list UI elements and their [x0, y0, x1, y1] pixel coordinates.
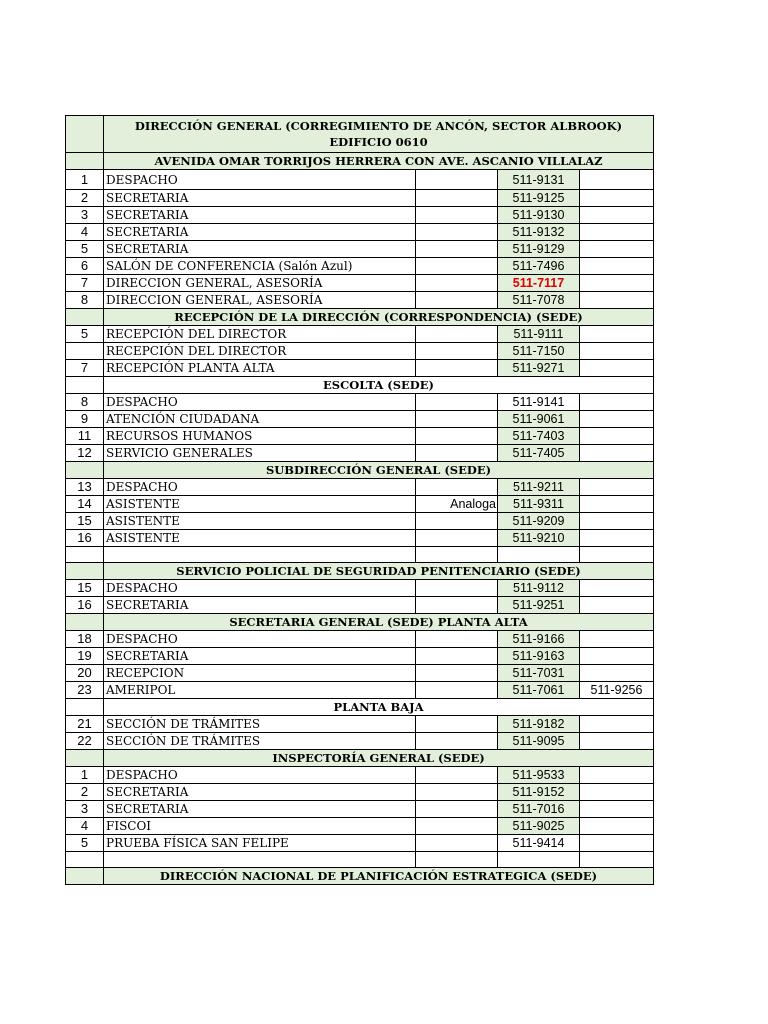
phone-extension: 511-9166	[498, 631, 580, 648]
section-header-row	[66, 614, 654, 631]
row-number: 9	[66, 411, 104, 428]
row-number	[66, 343, 104, 360]
line-note	[416, 733, 498, 750]
office-name: SECRETARIA	[104, 207, 416, 224]
phone-extension: 511-9210	[498, 530, 580, 547]
office-name: DIRECCION GENERAL, ASESORÍA	[104, 275, 416, 292]
blank-row	[66, 852, 654, 868]
table-row	[66, 445, 654, 462]
alternate-phone	[580, 275, 654, 292]
phone-extension: 511-7496	[498, 258, 580, 275]
phone-extension: 511-9061	[498, 411, 580, 428]
row-number-cell	[66, 868, 104, 885]
office-name: RECEPCIÓN PLANTA ALTA	[104, 360, 416, 377]
phone-extension: 511-9533	[498, 767, 580, 784]
alternate-phone	[580, 665, 654, 682]
office-name: DESPACHO	[104, 767, 416, 784]
office-name: ATENCIÓN CIUDADANA	[104, 411, 416, 428]
alternate-phone	[580, 170, 654, 190]
row-number: 2	[66, 190, 104, 207]
phone-extension: 511-7031	[498, 665, 580, 682]
row-number-cell	[66, 563, 104, 580]
phone-extension: 511-9414	[498, 835, 580, 852]
line-note	[416, 428, 498, 445]
table-row	[66, 665, 654, 682]
line-note	[416, 665, 498, 682]
alternate-phone	[580, 258, 654, 275]
table-row	[66, 767, 654, 784]
alternate-phone	[580, 190, 654, 207]
section-header-row	[66, 699, 654, 716]
phone-extension: 511-9025	[498, 818, 580, 835]
row-number: 6	[66, 258, 104, 275]
office-name: ASISTENTE	[104, 530, 416, 547]
line-note	[416, 360, 498, 377]
phone-extension: 511-9095	[498, 733, 580, 750]
row-number: 4	[66, 818, 104, 835]
line-note	[416, 784, 498, 801]
alternate-phone	[580, 530, 654, 547]
office-name: RECEPCIÓN DEL DIRECTOR	[104, 343, 416, 360]
office-name: ASISTENTE	[104, 513, 416, 530]
phone-extension: 511-9251	[498, 597, 580, 614]
row-number: 16	[66, 597, 104, 614]
office-name: SECRETARIA	[104, 597, 416, 614]
office-name: SALÓN DE CONFERENCIA (Salón Azul)	[104, 258, 416, 275]
office-name: SECRETARIA	[104, 190, 416, 207]
row-number: 8	[66, 394, 104, 411]
office-name: SECCIÓN DE TRÁMITES	[104, 733, 416, 750]
phone-extension: 511-9209	[498, 513, 580, 530]
office-name: DIRECCION GENERAL, ASESORÍA	[104, 292, 416, 309]
row-number-cell	[66, 462, 104, 479]
alternate-phone	[580, 326, 654, 343]
row-number: 23	[66, 682, 104, 699]
section-header-row	[66, 868, 654, 885]
blank-cell	[416, 852, 498, 868]
alternate-phone	[580, 360, 654, 377]
alternate-phone	[580, 224, 654, 241]
phone-extension: 511-9141	[498, 394, 580, 411]
table-row	[66, 411, 654, 428]
table-row	[66, 360, 654, 377]
phone-extension: 511-7117	[498, 275, 580, 292]
phone-extension: 511-9152	[498, 784, 580, 801]
alternate-phone	[580, 241, 654, 258]
section-header-row	[66, 153, 654, 170]
line-note	[416, 207, 498, 224]
row-number: 1	[66, 767, 104, 784]
table-row	[66, 835, 654, 852]
phone-extension: 511-9112	[498, 580, 580, 597]
office-name: SECRETARIA	[104, 801, 416, 818]
table-row	[66, 275, 654, 292]
table-row	[66, 258, 654, 275]
section-header-row	[66, 750, 654, 767]
alternate-phone	[580, 513, 654, 530]
phone-extension: 511-9130	[498, 207, 580, 224]
row-number: 18	[66, 631, 104, 648]
phone-directory-table	[65, 115, 654, 885]
phone-extension: 511-7405	[498, 445, 580, 462]
line-note	[416, 801, 498, 818]
section-header-row	[66, 309, 654, 326]
blank-cell	[66, 852, 104, 868]
phone-extension: 511-9125	[498, 190, 580, 207]
line-note	[416, 835, 498, 852]
alternate-phone	[580, 496, 654, 513]
row-number: 5	[66, 241, 104, 258]
office-name: SERVICIO GENERALES	[104, 445, 416, 462]
section-title: ESCOLTA (SEDE)	[104, 377, 654, 394]
alternate-phone	[580, 597, 654, 614]
row-number: 20	[66, 665, 104, 682]
office-name: FISCOI	[104, 818, 416, 835]
line-note: Analoga	[416, 496, 498, 513]
row-number: 3	[66, 207, 104, 224]
phone-extension: 511-9163	[498, 648, 580, 665]
office-name: RECEPCION	[104, 665, 416, 682]
alternate-phone	[580, 343, 654, 360]
table-row	[66, 801, 654, 818]
row-number: 19	[66, 648, 104, 665]
section-title: DIRECCIÓN NACIONAL DE PLANIFICACIÓN ESTRATEGICA (SEDE)	[104, 868, 654, 885]
row-number: 15	[66, 580, 104, 597]
phone-extension: 511-9132	[498, 224, 580, 241]
line-note	[416, 479, 498, 496]
table-row	[66, 428, 654, 445]
office-name: RECURSOS HUMANOS	[104, 428, 416, 445]
row-number: 22	[66, 733, 104, 750]
table-row	[66, 784, 654, 801]
row-number: 16	[66, 530, 104, 547]
table-row	[66, 580, 654, 597]
row-number: 1	[66, 170, 104, 190]
row-number: 15	[66, 513, 104, 530]
line-note	[416, 394, 498, 411]
section-title: PLANTA BAJA	[104, 699, 654, 716]
alternate-phone	[580, 801, 654, 818]
alternate-phone	[580, 716, 654, 733]
table-row	[66, 818, 654, 835]
blank-row	[66, 547, 654, 563]
phone-extension: 511-7078	[498, 292, 580, 309]
table-row	[66, 326, 654, 343]
section-title: SERVICIO POLICIAL DE SEGURIDAD PENITENCIARIO (SEDE)	[104, 563, 654, 580]
blank-cell	[498, 852, 580, 868]
line-note	[416, 258, 498, 275]
line-note	[416, 190, 498, 207]
row-number-cell	[66, 309, 104, 326]
alternate-phone	[580, 818, 654, 835]
table-row	[66, 224, 654, 241]
table-row	[66, 479, 654, 496]
table-row	[66, 394, 654, 411]
blank-cell	[416, 547, 498, 563]
row-number-cell	[66, 750, 104, 767]
alternate-phone	[580, 784, 654, 801]
phone-extension: 511-7150	[498, 343, 580, 360]
table-row	[66, 292, 654, 309]
alternate-phone	[580, 631, 654, 648]
line-note	[416, 530, 498, 547]
line-note	[416, 716, 498, 733]
section-title: SUBDIRECCIÓN GENERAL (SEDE)	[104, 462, 654, 479]
section-title: INSPECTORÍA GENERAL (SEDE)	[104, 750, 654, 767]
office-name: SECRETARIA	[104, 224, 416, 241]
blank-cell	[580, 852, 654, 868]
table-row	[66, 513, 654, 530]
alternate-phone	[580, 394, 654, 411]
table-row	[66, 648, 654, 665]
table-row	[66, 631, 654, 648]
line-note	[416, 580, 498, 597]
line-note	[416, 513, 498, 530]
office-name: DESPACHO	[104, 394, 416, 411]
line-note	[416, 631, 498, 648]
line-note	[416, 224, 498, 241]
office-name: SECRETARIA	[104, 784, 416, 801]
table-row	[66, 190, 654, 207]
row-number-cell	[66, 377, 104, 394]
phone-extension: 511-9311	[498, 496, 580, 513]
row-number: 14	[66, 496, 104, 513]
alternate-phone	[580, 733, 654, 750]
section-title: SECRETARIA GENERAL (SEDE) PLANTA ALTA	[104, 614, 654, 631]
line-note	[416, 241, 498, 258]
office-name: ASISTENTE	[104, 496, 416, 513]
phone-extension: 511-9211	[498, 479, 580, 496]
row-number: 12	[66, 445, 104, 462]
row-number: 7	[66, 360, 104, 377]
line-note	[416, 767, 498, 784]
line-note	[416, 411, 498, 428]
alternate-phone	[580, 648, 654, 665]
phone-extension: 511-7016	[498, 801, 580, 818]
table-row	[66, 241, 654, 258]
alternate-phone	[580, 445, 654, 462]
phone-extension: 511-9129	[498, 241, 580, 258]
section-header-row	[66, 563, 654, 580]
blank-cell	[66, 547, 104, 563]
alternate-phone	[580, 479, 654, 496]
alternate-phone	[580, 411, 654, 428]
phone-extension: 511-9271	[498, 360, 580, 377]
row-number-cell	[66, 116, 104, 153]
section-header-row	[66, 462, 654, 479]
alternate-phone: 511-9256	[580, 682, 654, 699]
table-row	[66, 733, 654, 750]
row-number: 8	[66, 292, 104, 309]
section-header-row	[66, 116, 654, 153]
phone-extension: 511-9131	[498, 170, 580, 190]
table-row	[66, 597, 654, 614]
row-number: 4	[66, 224, 104, 241]
table-row	[66, 343, 654, 360]
alternate-phone	[580, 580, 654, 597]
line-note	[416, 597, 498, 614]
table-row	[66, 207, 654, 224]
office-name: SECCIÓN DE TRÁMITES	[104, 716, 416, 733]
row-number-cell	[66, 614, 104, 631]
table-row	[66, 496, 654, 513]
section-header-row	[66, 377, 654, 394]
row-number: 5	[66, 835, 104, 852]
table-row	[66, 716, 654, 733]
alternate-phone	[580, 835, 654, 852]
table-row	[66, 530, 654, 547]
line-note	[416, 275, 498, 292]
blank-cell	[580, 547, 654, 563]
office-name: DESPACHO	[104, 479, 416, 496]
row-number-cell	[66, 153, 104, 170]
row-number: 7	[66, 275, 104, 292]
section-title: RECEPCIÓN DE LA DIRECCIÓN (CORRESPONDENCIA) (SEDE)	[104, 309, 654, 326]
phone-extension: 511-9182	[498, 716, 580, 733]
line-note	[416, 445, 498, 462]
row-number: 5	[66, 326, 104, 343]
blank-cell	[498, 547, 580, 563]
section-title: DIRECCIÓN GENERAL (CORREGIMIENTO DE ANCÓN, SECTOR ALBROOK) EDIFICIO 0610	[104, 116, 654, 153]
office-name: PRUEBA FÍSICA SAN FELIPE	[104, 835, 416, 852]
phone-extension: 511-7403	[498, 428, 580, 445]
alternate-phone	[580, 207, 654, 224]
row-number: 13	[66, 479, 104, 496]
row-number: 21	[66, 716, 104, 733]
office-name: AMERIPOL	[104, 682, 416, 699]
line-note	[416, 818, 498, 835]
office-name: SECRETARIA	[104, 648, 416, 665]
office-name: DESPACHO	[104, 631, 416, 648]
alternate-phone	[580, 767, 654, 784]
line-note	[416, 170, 498, 190]
line-note	[416, 292, 498, 309]
alternate-phone	[580, 428, 654, 445]
row-number: 3	[66, 801, 104, 818]
table-row	[66, 170, 654, 190]
phone-extension: 511-7061	[498, 682, 580, 699]
phone-extension: 511-9111	[498, 326, 580, 343]
section-title: AVENIDA OMAR TORRIJOS HERRERA CON AVE. ASCANIO VILLALAZ	[104, 153, 654, 170]
office-name: RECEPCIÓN DEL DIRECTOR	[104, 326, 416, 343]
line-note	[416, 343, 498, 360]
office-name: SECRETARIA	[104, 241, 416, 258]
row-number: 2	[66, 784, 104, 801]
office-name: DESPACHO	[104, 580, 416, 597]
line-note	[416, 682, 498, 699]
row-number: 11	[66, 428, 104, 445]
line-note	[416, 648, 498, 665]
alternate-phone	[580, 292, 654, 309]
line-note	[416, 326, 498, 343]
office-name: DESPACHO	[104, 170, 416, 190]
blank-cell	[104, 852, 416, 868]
blank-cell	[104, 547, 416, 563]
table-row	[66, 682, 654, 699]
row-number-cell	[66, 699, 104, 716]
